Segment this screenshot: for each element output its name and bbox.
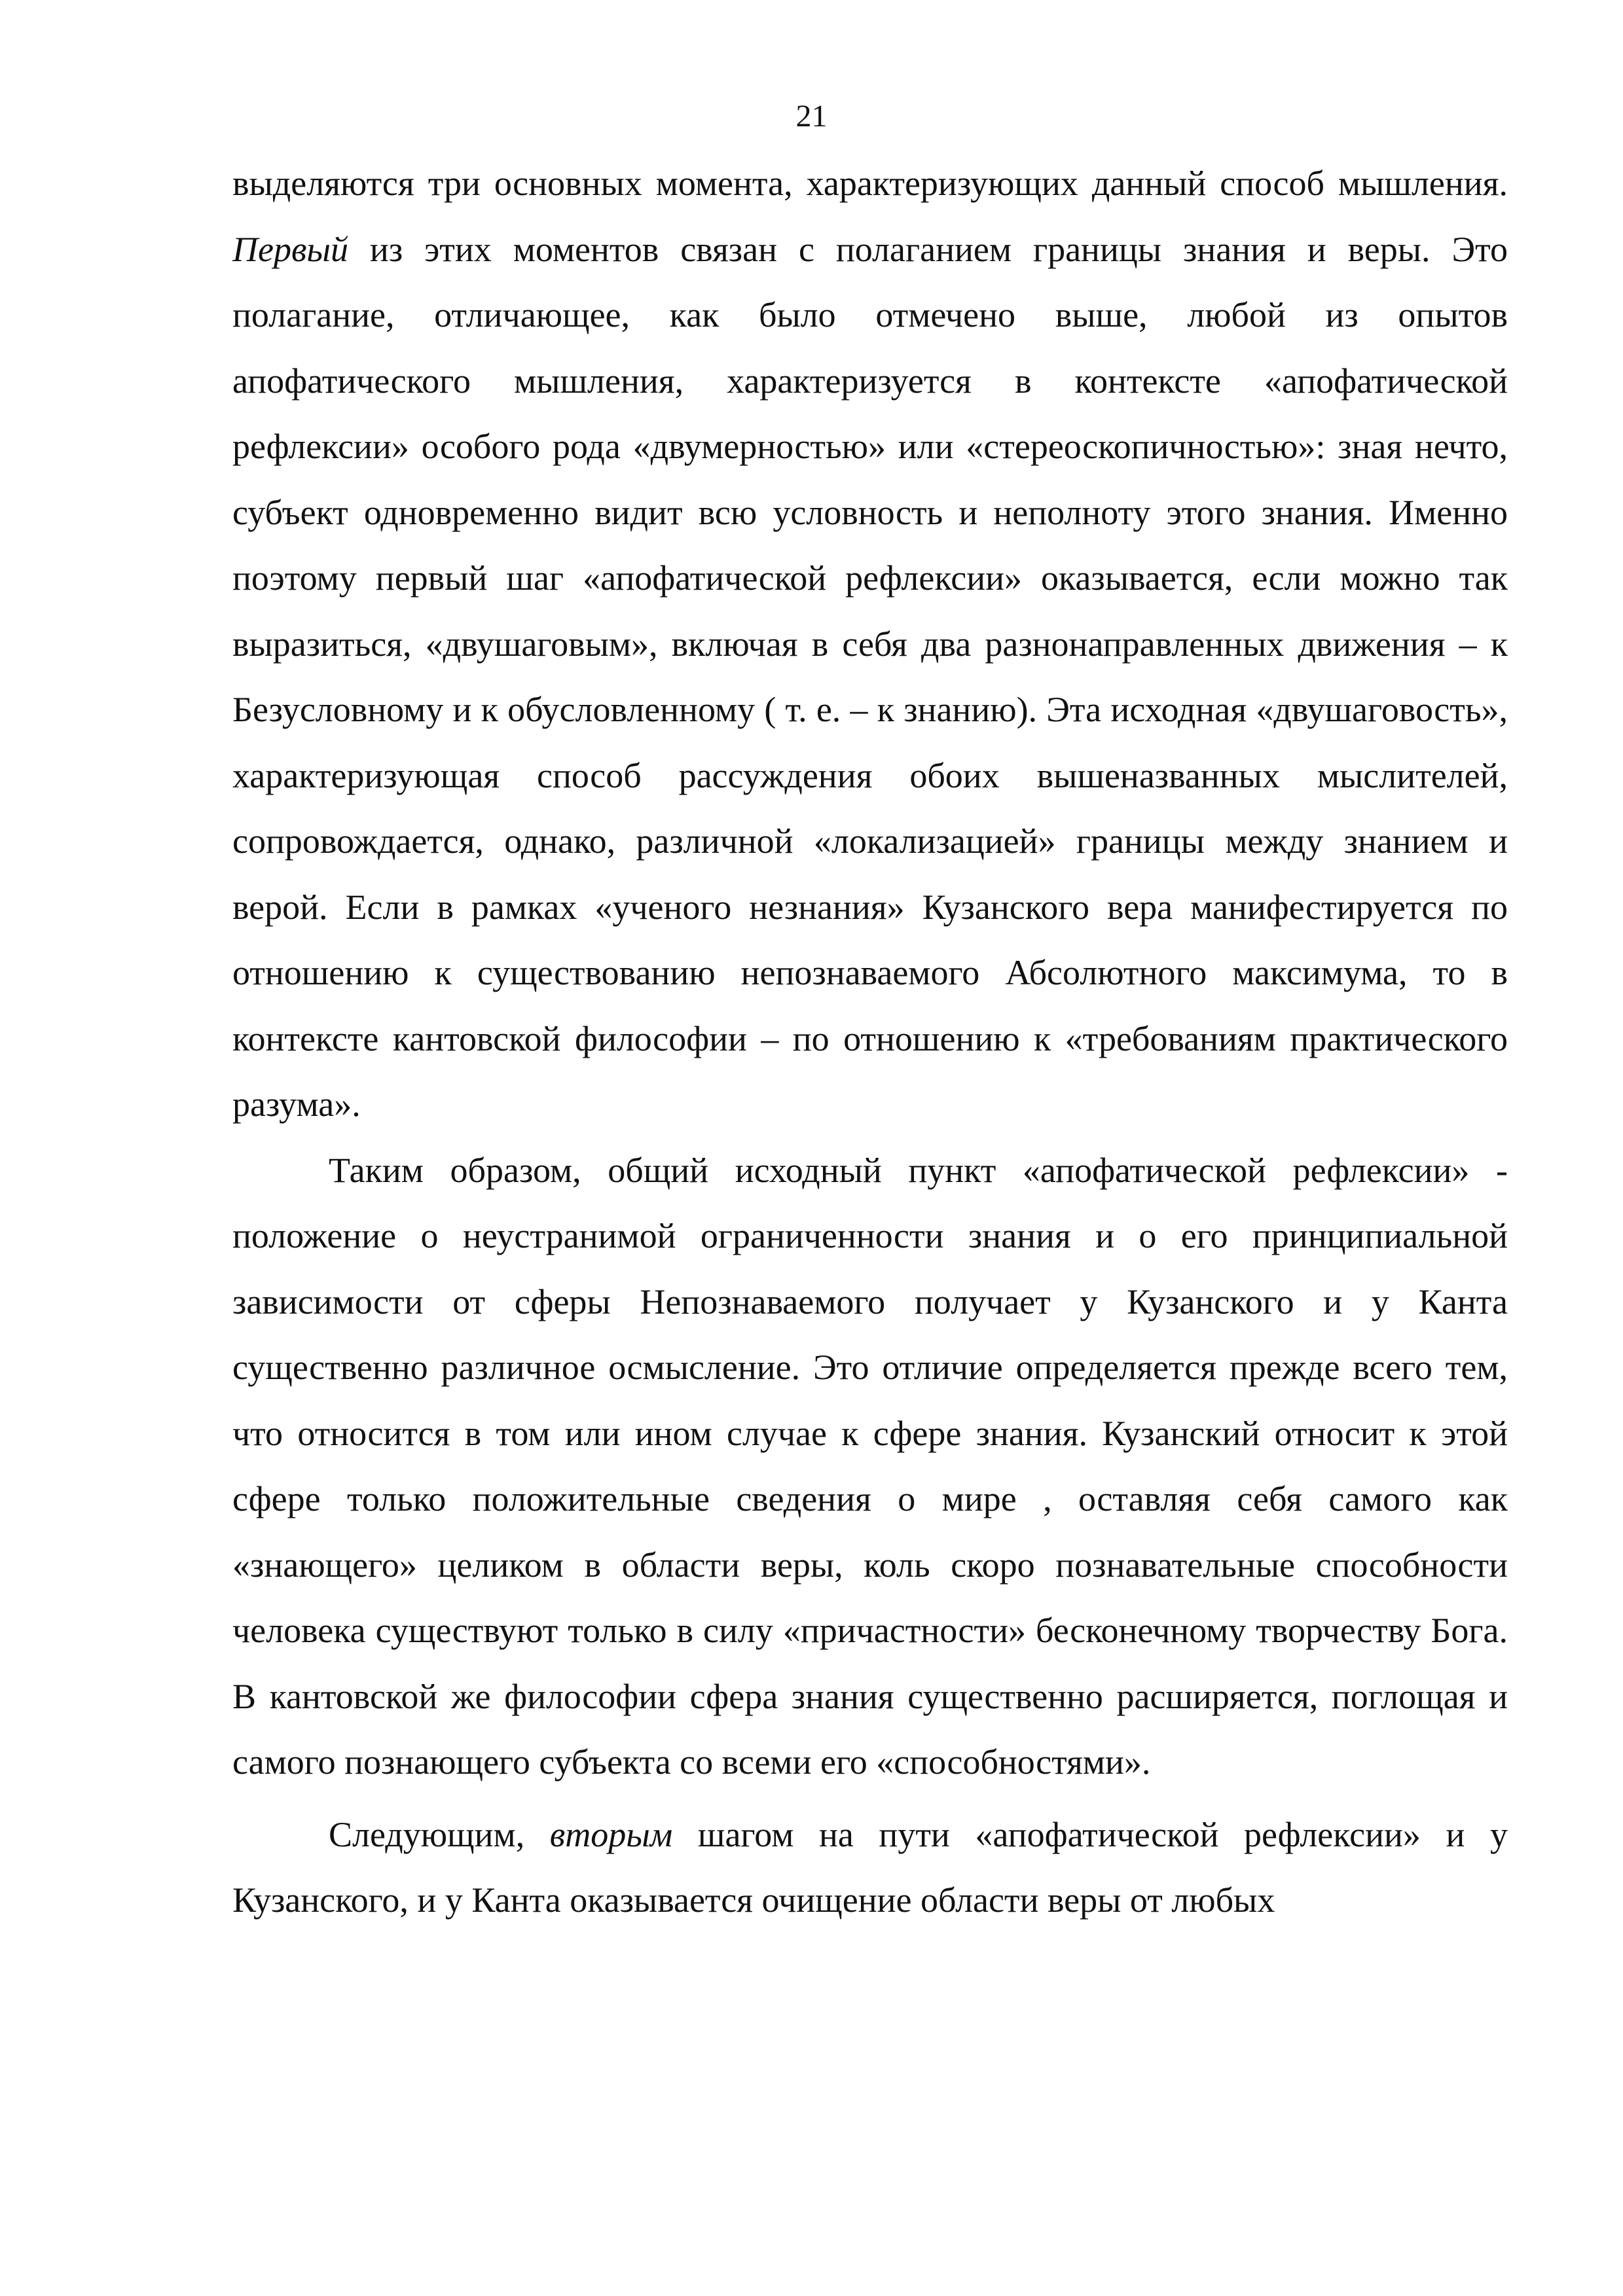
paragraph-1 [232, 151, 1508, 1138]
italic-term-first: Первый [232, 229, 348, 269]
paragraph-3-text: Следующим, [329, 1814, 550, 1854]
paragraph-1-text: выделяются три основных момента, характеризующих данный способ мышления. [232, 164, 1508, 203]
italic-term-second: вторым [549, 1814, 673, 1854]
paragraph-3-text-cont: шагом на пути «апофатической рефлексии» и у Кузанского, и у Канта оказывается очищение области веры от любых [232, 1814, 1508, 1920]
text-body [232, 151, 1508, 1933]
paragraph-2-text: Таким образом, общий исходный пункт «апофатической рефлексии» - положение о неустранимой ограниченности знания и о его принципиальной зависимости от сферы Непознаваемого получает у Кузанского и у Канта существенно различное осмысление. Это отличие определяется прежде всего тем, что относится в том или ином случае к сфере знания. Кузанский относит к этой сфере только положительные сведения о мире , оставляя себя самого как «знающего» целиком в области веры, коль скоро познавательные способности человека существуют только в силу «причастности» бесконечному творчеству Бога. В кантовской же философии сфера знания существенно расширяется, поглощая и самого познающего субъекта со всеми его «способностями». [232, 1150, 1508, 1782]
paragraph-2 [232, 1138, 1508, 1795]
paragraph-3 [232, 1802, 1508, 1933]
page-number: 21 [795, 99, 828, 134]
paragraph-1-text-cont: из этих моментов связан с полаганием границы знания и веры. Это полагание, отличающее, как было отмечено выше, любой из опытов апофатического мышления, характеризуется в контексте «апофатической рефлексии» особого рода «двумерностью» или «стереоскопичностью»: зная нечто, субъект одновременно видит всю условность и неполноту этого знания. Именно поэтому первый шаг «апофатической рефлексии» оказывается, если можно так выразиться, «двушаговым», включая в себя два разнонаправленных движения – к Безусловному и к обусловленному ( т. е. – к знанию). Эта исходная «двушаговость», характеризующая способ рассуждения обоих вышеназванных мыслителей, сопровождается, однако, различной «локализацией» границы между знанием и верой. Если в рамках «ученого незнания» Кузанского вера манифестируется по отношению к существованию непознаваемого Абсолютного максимума, то в контексте кантовской философии – по отношению к «требованиям практического разума». [232, 229, 1508, 1124]
